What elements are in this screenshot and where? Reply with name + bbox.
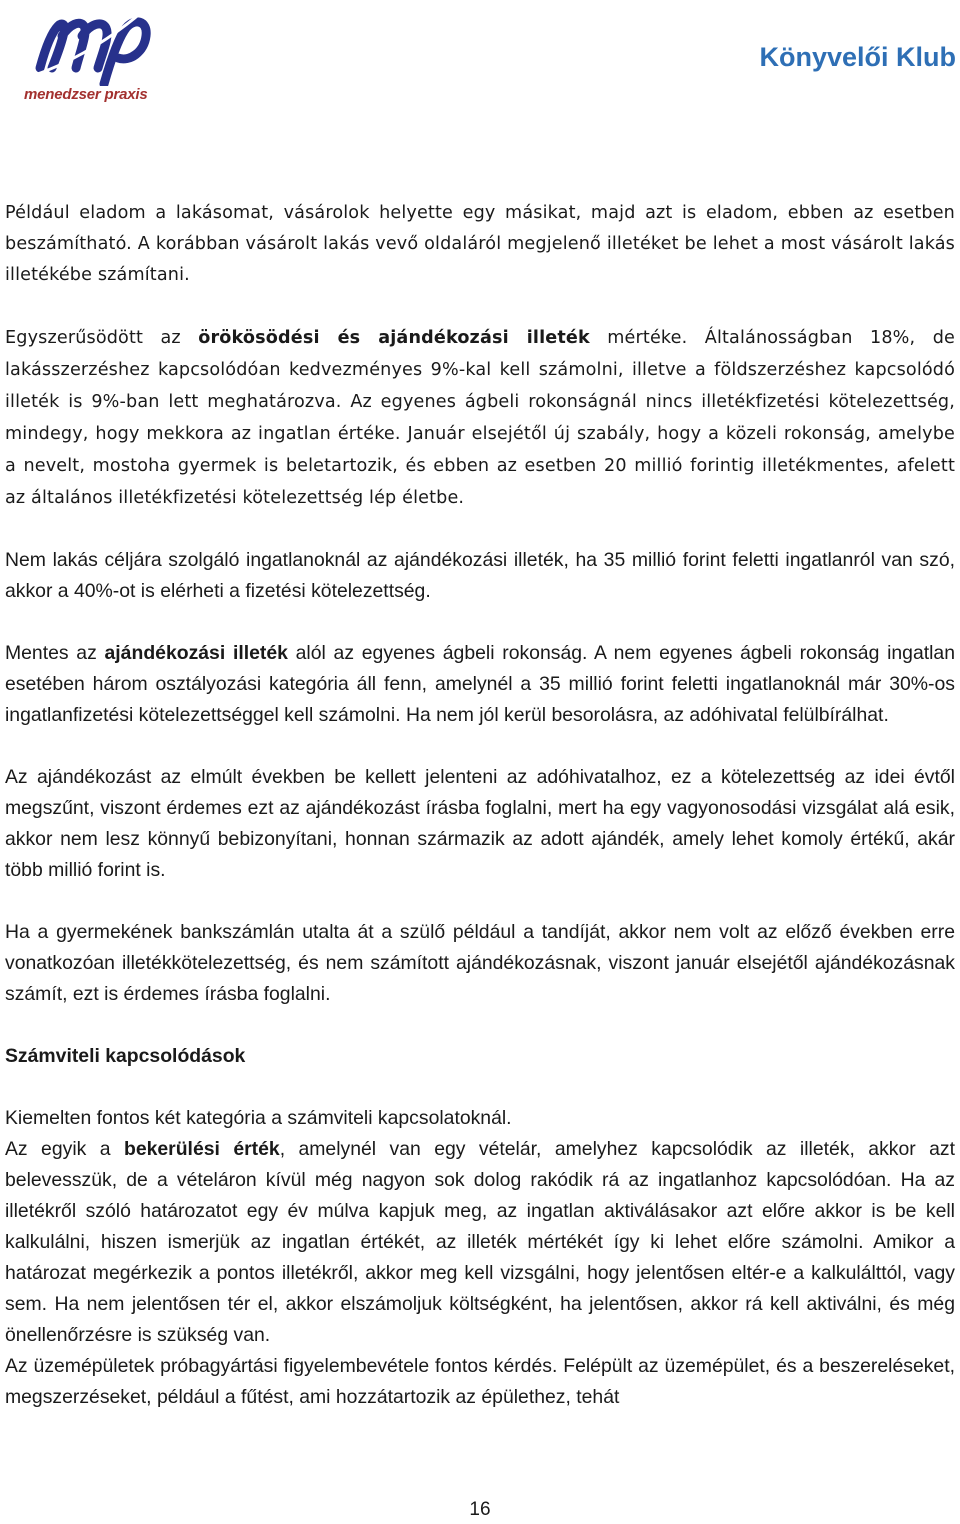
paragraph [5, 638, 955, 731]
bold-term: ajándékozási illeték [104, 642, 288, 664]
paragraph-text: alól az egyenes ágbeli rokonság. A nem egyenes ágbeli rokonság ingatlan esetében három osztályozási kategória áll fenn, amelynél a 35 millió forint feletti ingatlanoknál már 30%-os ingatlanfizetési kötelezettséggel kell számolni. Ha nem jól kerül besorolásra, az adóhivatal felülbírálhat. [5, 642, 955, 726]
paragraph-text: Nem lakás céljára szolgáló ingatlanoknál az ajándékozási illeték, ha 35 millió forint feletti ingatlanról van szó, akkor a 40%-ot is elérheti a fizetési kötelezettség. [5, 549, 955, 602]
paragraph [5, 1351, 955, 1413]
menedzser-praxis-logo [22, 6, 152, 110]
paragraph-text: Az üzemépületek próbagyártási figyelembevétele fontos kérdés. Felépült az üzemépület, és a beszereléseket, megszerzéseket, például a fűtést, ami hozzátartozik az épülethez, tehát [5, 1355, 955, 1408]
paragraph [5, 917, 955, 1010]
paragraph [5, 545, 955, 607]
mp-logo-icon [22, 6, 152, 86]
paragraph [5, 1103, 955, 1134]
paragraph-text: Kiemelten fontos két kategória a számviteli kapcsolatoknál. [5, 1107, 512, 1129]
bold-term: örökösödési és ajándékozási illeték [198, 328, 590, 348]
paragraph [5, 762, 955, 886]
header-title: Könyvelői Klub [759, 42, 956, 72]
bold-term: bekerülési érték [123, 1138, 280, 1160]
logo-wordmark: menedzser praxis [24, 86, 148, 103]
paragraph-text: Az egyik a [5, 1138, 124, 1160]
document-body [5, 198, 955, 1413]
paragraph-text: Például eladom a lakásomat, vásárolok helyette egy másikat, majd azt is eladom, ebben az esetben beszámítható. A korábban vásárolt lakás vevő oldaláról megjelenő illetéket be lehet a most vásárolt lakás illetékébe számítani. [5, 203, 955, 285]
paragraph-text: mértéke. Általánosságban 18%, de lakásszerzéshez kapcsolódóan kedvezményes 9%-kal kell számolni, illetve a földszerzéshez kapcsolódó illeték is 9%-ban lett meghatározva. Az egyenes ágbeli rokonságnál nincs illetékfizetési kötelezettség, mindegy, hogy mekkora az ingatlan értéke. Január elsejétől új szabály, hogy a közeli rokonság, amelybe a nevelt, mostoha gyermek is beletartozik, és ebben az esetben 20 millió forintig illetékmentes, afelett az általános illetékfizetési kötelezettség lép életbe. [5, 328, 955, 508]
paragraph [5, 322, 955, 514]
paragraph [5, 1134, 955, 1351]
page-number: 16 [469, 1499, 491, 1520]
paragraph-text: Mentes az [5, 642, 105, 664]
paragraph-text: Ha a gyermekének bankszámlán utalta át a szülő például a tandíját, akkor nem volt az előző években erre vonatkozóan illetékkötelezettség, és nem számított ajándékozásnak, viszont január elsejétől ajándékozásnak számít, ezt is érdemes írásba foglalni. [5, 921, 955, 1005]
paragraph-text: Egyszerűsödött az [5, 328, 199, 348]
paragraph-text: Az ajándékozást az elmúlt években be kellett jelenteni az adóhivatalhoz, ez a kötelezettség az idei évtől megszűnt, viszont érdemes ezt az ajándékozást írásba foglalni, mert ha egy vagyonosodási vizsgálat alá esik, akkor nem lesz könnyű bebizonyítani, honnan származik az adott ajándék, amely lehet komoly értékű, akár több millió forint is. [5, 766, 955, 881]
paragraph [5, 198, 955, 291]
section-heading: Számviteli kapcsolódások [5, 1045, 246, 1067]
paragraph-text: , amelynél van egy vételár, amelyhez kapcsolódik az illeték, akkor azt belevesszük, de a vételáron kívül még nagyon sok dolog rakódik rá az ingatlanhoz kapcsolódóan. Ha az illetékről szóló határozatot egy év múlva kapjuk meg, az ingatlan aktiválásakor azt előre akkor is be kell kalkulálni, hiszen ismerjük az ingatlan értékét, az illeték mértékét így ki lehet előre számolni. Amikor a határozat megérkezik a pontos illetékről, akkor meg kell vizsgálni, hogy jelentősen eltér-e a kalkulálttól, vagy sem. Ha nem jelentősen tér el, akkor elszámoljuk költségként, ha jelentősen, akkor rá kell aktiválni, és még önellenőrzésre is szükség van. [5, 1138, 956, 1346]
